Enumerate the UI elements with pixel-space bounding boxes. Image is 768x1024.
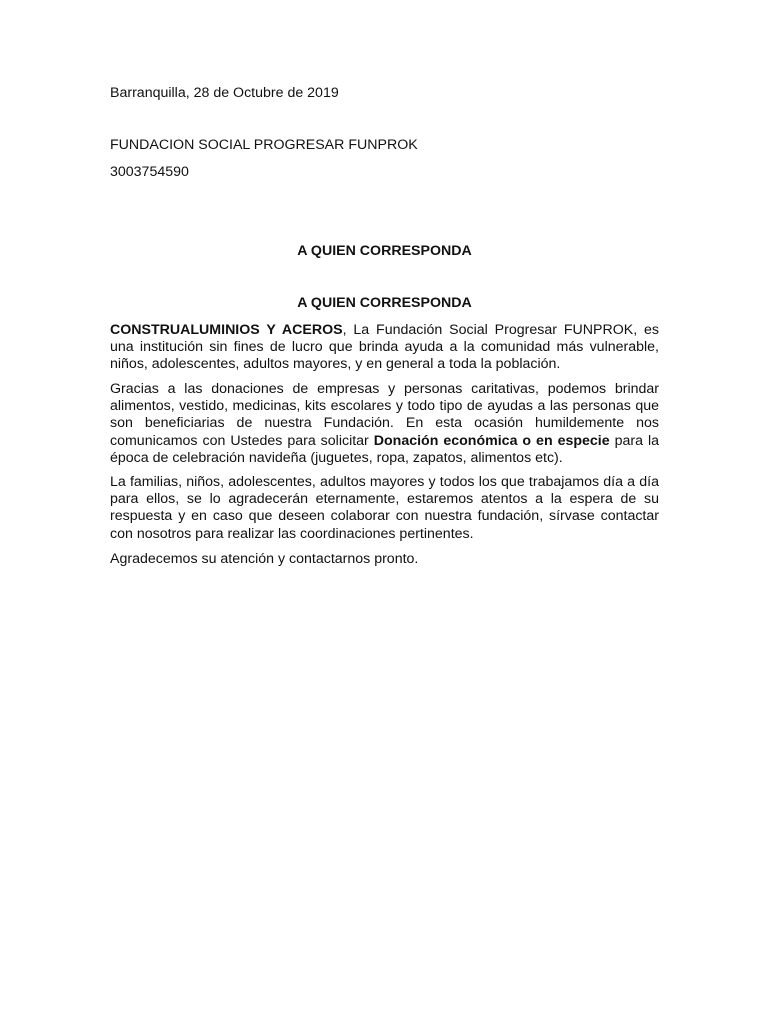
salutation-heading-1: A QUIEN CORRESPONDA <box>297 243 472 259</box>
phone-number: 3003754590 <box>110 164 189 180</box>
date-line: Barranquilla, 28 de Octubre de 2019 <box>110 85 339 101</box>
organization-name: FUNDACION SOCIAL PROGRESAR FUNPROK <box>110 137 418 153</box>
paragraph-gratitude: La familias, niños, adolescentes, adultos mayores y todos los que trabajamos día a día para ellos, se lo agradecerán eternamente, estaremos atentos a la espera de su respuesta y en caso que deseen colaborar con nuestra fundación, sírvase contactar con nosotros para realizar las coordinaciones pertinentes. <box>110 474 659 542</box>
paragraph-introduction <box>110 322 659 374</box>
paragraph-closing: Agradecemos su atención y contactarnos pronto. <box>110 551 419 567</box>
donation-request-emphasis: Donación económica o en especie <box>373 432 610 449</box>
salutation-heading-2: A QUIEN CORRESPONDA <box>297 295 472 311</box>
recipient-company: CONSTRUALUMINIOS Y ACEROS <box>110 322 343 338</box>
paragraph-request-text-before: Gracias a las donaciones de empresas y personas caritativas, podemos brindar alimentos, vestido, medicinas, kits escolares y todo tipo de ayudas a las personas que son beneficiarias de nuestra Fundación. En esta ocasión humildemente nos comunicamos con Ustedes para solicitar <box>110 381 659 449</box>
paragraph-request-text-after: para la época de celebración navideña (juguetes, ropa, zapatos, alimentos etc). <box>110 432 660 466</box>
paragraph-request <box>110 381 659 467</box>
paragraph-introduction-text: , La Fundación Social Progresar FUNPROK, es una institución sin fines de lucro que brinda ayuda a la comunidad más vulnerable, niños, adolescentes, adultos mayores, y en general a toda la población. <box>110 322 659 373</box>
